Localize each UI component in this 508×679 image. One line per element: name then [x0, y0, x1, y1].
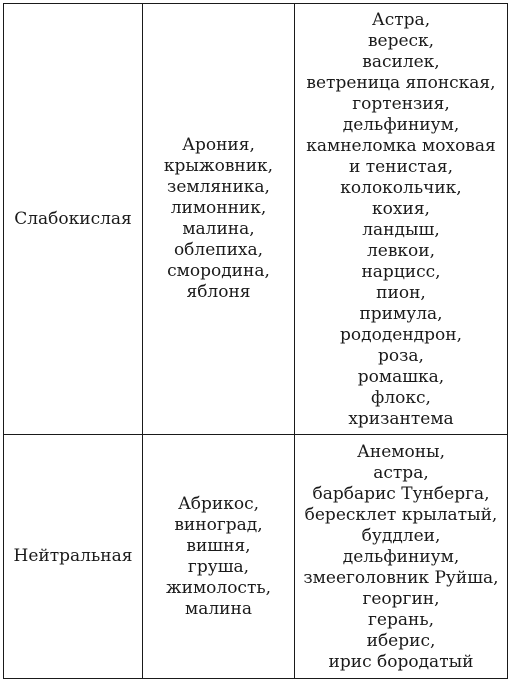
plant-name: нарцисс,	[361, 262, 441, 282]
plant-name: яблоня	[186, 282, 251, 302]
plant-name: василек,	[362, 52, 440, 72]
plant-name: ромашка,	[357, 367, 445, 387]
ornamental-plants-cell	[295, 435, 508, 679]
ornamental-plants-list	[295, 8, 507, 430]
plant-name: смородина,	[167, 261, 270, 281]
fruit-plants-list	[143, 135, 294, 303]
plant-name: пион,	[376, 283, 426, 303]
plant-name: роза,	[378, 346, 424, 366]
plant-name: барбарис Тунберга,	[312, 484, 490, 504]
plant-name: крыжовник,	[163, 156, 274, 176]
ornamental-plants-cell	[295, 4, 508, 435]
plant-name: иберис,	[366, 631, 436, 651]
plant-name: буддлеи,	[361, 526, 441, 546]
plant-name: вишня,	[186, 535, 251, 556]
plant-name: Астра,	[371, 10, 431, 30]
acidity-cell: Слабокислая	[4, 4, 143, 435]
plant-name: герань,	[368, 610, 434, 630]
plant-name: ландыш,	[362, 220, 440, 240]
plant-name: примула,	[359, 304, 443, 324]
plant-name: левкои,	[366, 241, 436, 261]
plant-name: ирис бородатый	[328, 652, 474, 672]
plant-name: дельфиниум,	[342, 547, 460, 567]
plant-name: георгин,	[362, 589, 440, 609]
acidity-cell: Нейтральная	[4, 435, 143, 679]
plant-name: Арония,	[182, 135, 255, 155]
soil-acidity-plants-table	[3, 3, 508, 679]
ornamental-plants-list	[295, 440, 507, 673]
plant-name: камнеломка моховая	[306, 136, 496, 156]
plant-name: малина	[185, 598, 252, 619]
plant-name: Абрикос,	[177, 493, 260, 514]
plant-name: хризантема	[348, 409, 454, 429]
plant-name: флокс,	[371, 388, 431, 408]
plant-name: ветреница японская,	[306, 73, 496, 93]
plant-name: колокольчик,	[340, 178, 462, 198]
plant-name: малина,	[182, 219, 255, 239]
fruit-plants-list	[143, 494, 294, 620]
plant-name: змееголовник Руйша,	[303, 568, 499, 588]
plant-name: кохия,	[372, 199, 430, 219]
plant-name: гортензия,	[352, 94, 450, 114]
plant-name: вереск,	[367, 31, 435, 51]
plant-name: жимолость,	[165, 577, 272, 598]
fruit-plants-cell	[143, 435, 295, 679]
plant-name: виноград,	[174, 514, 263, 535]
plant-name: бересклет крылатый,	[304, 505, 498, 525]
table-row	[4, 4, 508, 435]
plant-name: и тенистая,	[348, 157, 454, 177]
fruit-plants-cell	[143, 4, 295, 435]
table-row	[4, 435, 508, 679]
plant-name: земляника,	[167, 177, 270, 197]
plant-name: лимонник,	[170, 198, 267, 218]
plant-name: Анемоны,	[357, 442, 445, 462]
plant-name: облепиха,	[173, 240, 264, 260]
plant-name: рододендрон,	[340, 325, 462, 345]
plant-name: дельфиниум,	[342, 115, 460, 135]
plant-name: астра,	[373, 463, 429, 483]
plant-name: груша,	[187, 556, 250, 577]
